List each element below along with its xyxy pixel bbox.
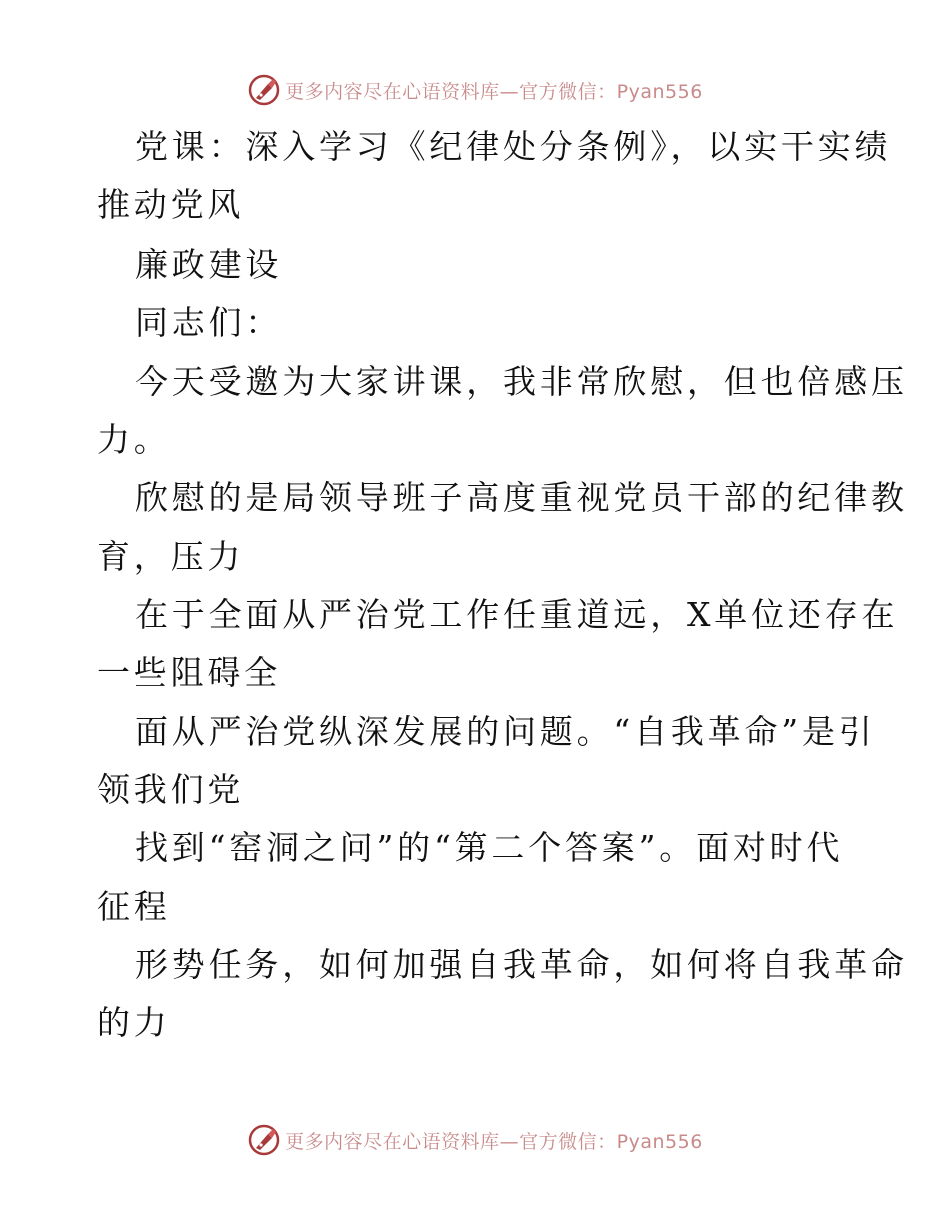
doc-paragraph-line: 领我们党 <box>97 770 245 809</box>
pen-nib-logo-icon <box>247 1123 281 1157</box>
doc-salutation: 同志们： <box>135 303 283 342</box>
doc-paragraph-line: 欣慰的是局领导班子高度重视党员干部的纪律教 <box>135 478 908 517</box>
header-watermark <box>0 72 950 108</box>
pen-nib-logo-icon <box>247 73 281 107</box>
watermark-text: 更多内容尽在心语资料库—官方微信：Pyan556 <box>285 80 703 103</box>
doc-paragraph-line: 面从严治党纵深发展的问题。“自我革命”是引 <box>135 712 876 751</box>
doc-title-line-1: 党课：深入学习《纪律处分条例》，以实干实绩 <box>135 127 892 166</box>
doc-paragraph-line: 找到“窑洞之问”的“第二个答案”。面对时代 <box>135 828 844 867</box>
doc-paragraph-line: 今天受邀为大家讲课，我非常欣慰，但也倍感压 <box>135 362 908 401</box>
doc-paragraph-line: 在于全面从严治党工作任重道远，X单位还存在 <box>135 595 899 634</box>
doc-paragraph-line: 的力 <box>97 1003 171 1042</box>
doc-paragraph-line: 形势任务，如何加强自我革命，如何将自我革命 <box>135 945 908 984</box>
doc-paragraph-line: 一些阻碍全 <box>97 653 281 692</box>
watermark-text: 更多内容尽在心语资料库—官方微信：Pyan556 <box>285 1130 703 1153</box>
doc-paragraph-line: 育，压力 <box>97 537 245 576</box>
doc-title-line-2: 推动党风 <box>97 185 245 224</box>
doc-paragraph-line: 征程 <box>97 887 171 926</box>
doc-title-line-3: 廉政建设 <box>135 245 283 284</box>
doc-paragraph-line: 力。 <box>97 420 171 459</box>
footer-watermark <box>0 1122 950 1158</box>
